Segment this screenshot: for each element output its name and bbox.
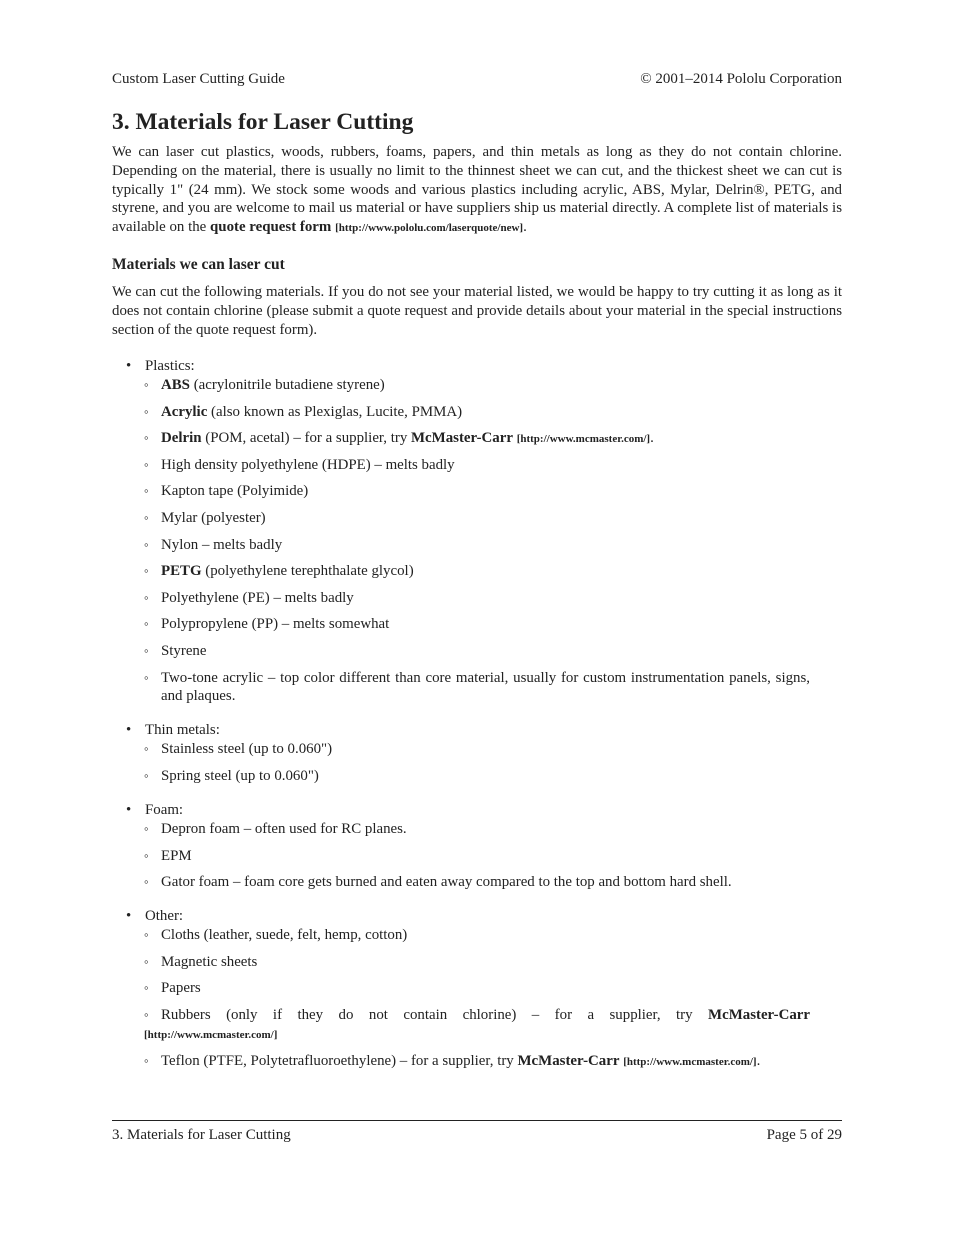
item-text: Gator foam – foam core gets burned and eaten away compared to the top and bottom hard shell. <box>161 874 732 891</box>
list-item <box>112 562 810 589</box>
list-item <box>112 669 810 707</box>
sub-bullet: ◦ <box>144 669 149 685</box>
period: . <box>756 1052 761 1069</box>
item-text: Depron foam – often used for RC planes. <box>161 821 407 837</box>
item-bold: ABS <box>161 377 190 393</box>
item-bold: PETG <box>161 563 202 580</box>
sub-bullet: ◦ <box>144 953 149 969</box>
sub-bullet: ◦ <box>144 430 149 446</box>
item-text: Two-tone acrylic – top color different than core material, usually for custom instrumentation panels, signs, and plaques. <box>161 669 810 705</box>
quote-request-link[interactable]: quote request form <box>210 219 332 236</box>
item-text: (acrylonitrile butadiene styrene) <box>189 377 385 393</box>
sub-bullet: ◦ <box>144 767 149 783</box>
item-text: Cloths (leather, suede, felt, hemp, cotton) <box>161 927 408 943</box>
intro-text: We can laser cut plastics, woods, rubbers, foams, papers, and thin metals as long as they do not contain chlorine. Depending on the material, there is usually no limit to the thinnest sheet we can cut, and the thickest sheet we can cut is typically 1" (24 mm). We stock some woods and various plastics including acrylic, ABS, Mylar, Delrin®, PETG, and styrene, and you are welcome to mail us material or have suppliers ship us material directly. A complete list of materials is available on the <box>112 144 842 236</box>
item-text: Mylar (polyester) <box>161 509 266 526</box>
sub-bullet: ◦ <box>144 563 149 579</box>
category-label: Other: <box>145 908 184 924</box>
section-heading: Materials we can laser cut <box>112 256 285 273</box>
item-text: Teflon (PTFE, Polytetrafluoroethylene) – for a supplier, try <box>161 1052 518 1069</box>
list-item <box>112 873 810 900</box>
item-text: Spring steel (up to 0.060") <box>161 767 319 784</box>
sub-bullet: ◦ <box>144 377 149 392</box>
list-item <box>112 740 810 767</box>
category-label: Thin metals: <box>145 722 220 738</box>
item-text: Polypropylene (PP) – melts somewhat <box>161 616 390 633</box>
sub-bullet: ◦ <box>144 741 149 756</box>
metals-list <box>112 721 842 793</box>
sub-bullet: ◦ <box>144 1052 149 1068</box>
category-foam <box>112 801 842 820</box>
mcmaster-url: [http://www.mcmaster.com/] <box>623 1055 757 1068</box>
list-item <box>112 456 810 483</box>
sub-bullet: ◦ <box>144 456 149 472</box>
period: . <box>523 219 527 236</box>
mcmaster-url: [http://www.mcmaster.com/] <box>516 433 651 446</box>
list-item <box>112 429 810 456</box>
list-item <box>112 615 810 642</box>
sub-bullet: ◦ <box>144 1006 149 1022</box>
other-list <box>112 907 842 1078</box>
category-metals <box>112 721 842 740</box>
list-item <box>112 767 810 794</box>
section-intro-paragraph: We can cut the following materials. If you do not see your material listed, we would be happy to try cutting it as long as it does not contain chlorine (please submit a quote request and provide details about your material in the special instructions section of the quote request form). <box>112 284 842 338</box>
item-text: Nylon – melts badly <box>161 536 283 553</box>
item-text: Papers <box>161 980 201 997</box>
bullet: • <box>126 908 132 924</box>
sub-bullet: ◦ <box>144 847 149 863</box>
footer-section: 3. Materials for Laser Cutting <box>112 1127 291 1143</box>
quote-request-url: [http://www.pololu.com/laserquote/new] <box>335 222 524 235</box>
mcmaster-link[interactable]: McMaster-Carr <box>411 430 513 447</box>
item-text: Kapton tape (Polyimide) <box>161 483 309 500</box>
item-text: Magnetic sheets <box>161 953 258 970</box>
list-item <box>112 1052 810 1079</box>
category-plastics <box>112 357 842 376</box>
sub-bullet: ◦ <box>144 509 149 525</box>
sub-bullet: ◦ <box>144 483 149 499</box>
sub-bullet: ◦ <box>144 980 149 996</box>
bullet: • <box>126 802 132 818</box>
item-text: Stainless steel (up to 0.060") <box>161 741 333 757</box>
sub-bullet: ◦ <box>144 536 149 552</box>
list-item <box>112 482 810 509</box>
item-text: (also known as Plexiglas, Lucite, PMMA) <box>207 403 463 420</box>
mcmaster-link[interactable]: McMaster-Carr <box>517 1052 620 1069</box>
period: . <box>650 430 654 447</box>
item-text: High density polyethylene (HDPE) – melts badly <box>161 456 455 473</box>
category-other <box>112 907 842 926</box>
mcmaster-url: [http://www.mcmaster.com/] <box>144 1029 278 1041</box>
item-text: Rubbers (only if they do not contain chlorine) – for a supplier, try <box>161 1006 709 1023</box>
list-item <box>112 953 810 980</box>
running-header <box>112 70 842 90</box>
sub-bullet: ◦ <box>144 874 149 890</box>
header-title: Custom Laser Cutting Guide <box>112 71 285 87</box>
list-item <box>112 403 810 430</box>
list-item <box>112 376 810 403</box>
plastics-list <box>112 357 842 706</box>
item-text: Polyethylene (PE) – melts badly <box>161 589 354 606</box>
item-bold: Acrylic <box>161 403 208 420</box>
list-item <box>112 642 810 669</box>
sub-bullet: ◦ <box>144 927 149 942</box>
intro-paragraph <box>112 143 842 238</box>
foam-list <box>112 801 842 900</box>
list-item <box>112 509 810 536</box>
category-label: Plastics: <box>145 358 195 374</box>
bullet: • <box>126 722 132 738</box>
list-item <box>112 820 810 847</box>
item-text: (POM, acetal) – for a supplier, try <box>201 430 411 447</box>
header-copyright: © 2001–2014 Pololu Corporation <box>640 71 842 87</box>
page-title: 3. Materials for Laser Cutting <box>112 109 414 135</box>
sub-bullet: ◦ <box>144 403 149 419</box>
category-label: Foam: <box>145 802 184 818</box>
item-text: Styrene <box>161 642 207 659</box>
footer-rule <box>112 1120 842 1121</box>
item-text: (polyethylene terephthalate glycol) <box>201 563 414 580</box>
list-item <box>112 536 810 563</box>
mcmaster-link[interactable]: McMaster-Carr <box>708 1006 810 1023</box>
item-text: EPM <box>161 847 192 864</box>
sub-bullet: ◦ <box>144 589 149 605</box>
sub-bullet: ◦ <box>144 821 149 836</box>
list-item <box>112 926 810 953</box>
list-item <box>112 979 810 1006</box>
list-item <box>112 847 810 874</box>
sub-bullet: ◦ <box>144 616 149 632</box>
item-bold: Delrin <box>161 430 202 447</box>
bullet: • <box>126 358 132 374</box>
sub-bullet: ◦ <box>144 642 149 658</box>
page-number: Page 5 of 29 <box>766 1127 842 1143</box>
list-item <box>112 589 810 616</box>
